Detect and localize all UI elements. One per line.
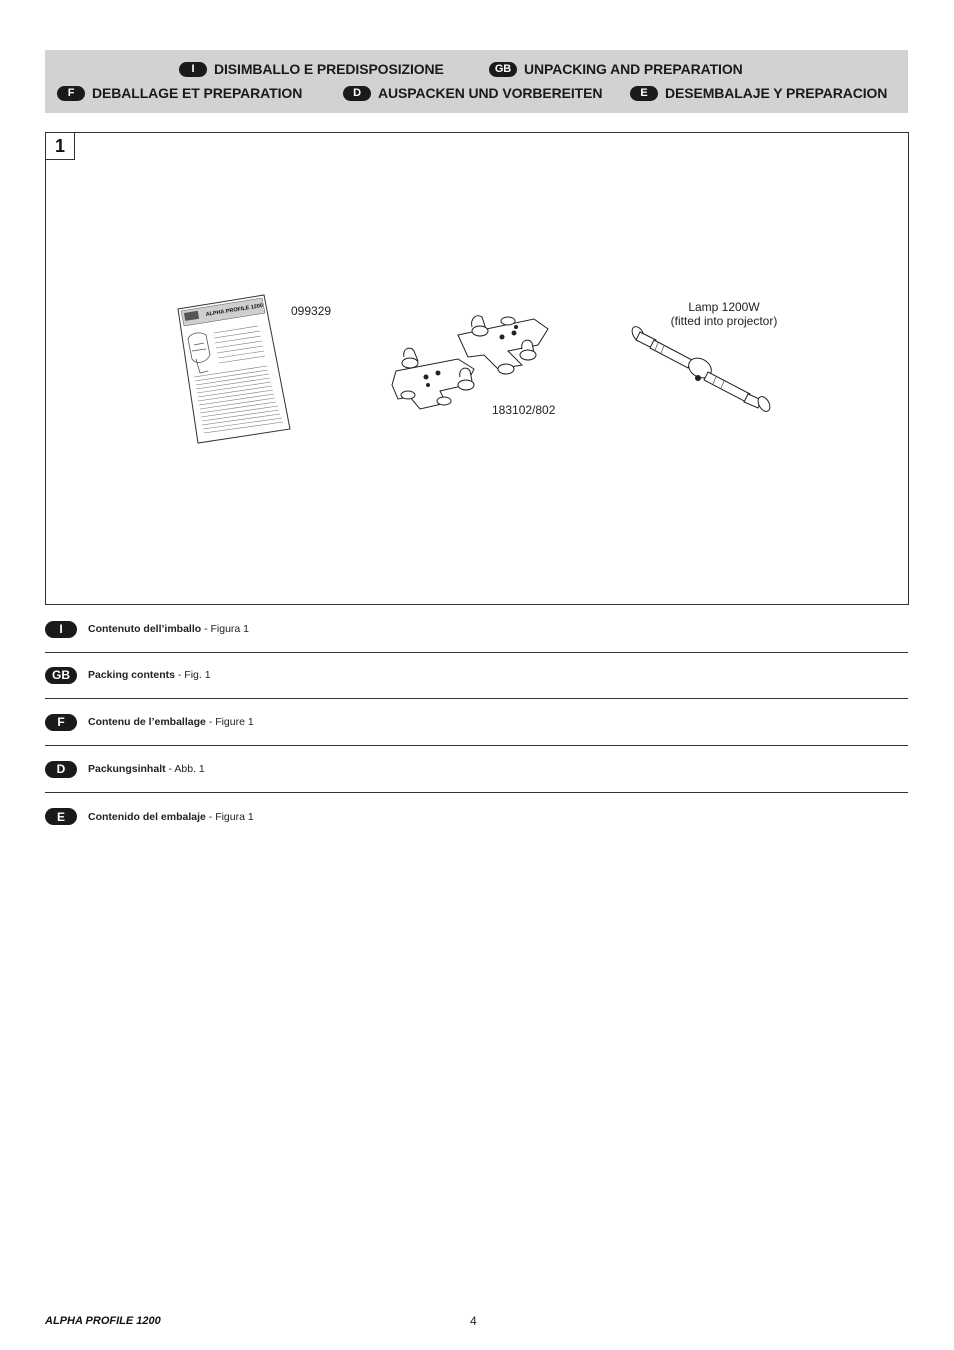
lamp-label-line1: Lamp 1200W	[688, 300, 760, 314]
caption-badge-es: E	[45, 808, 77, 825]
lamp-1200w-drawing	[628, 322, 774, 418]
header-title-de: AUSPACKEN UND VORBEREITEN	[378, 85, 603, 101]
lang-badge-it: I	[179, 62, 207, 77]
lang-badge-de: D	[343, 86, 371, 101]
mounting-brackets-drawing	[388, 305, 552, 413]
header-title-gb: UNPACKING AND PREPARATION	[524, 61, 743, 77]
caption-badge-it: I	[45, 621, 77, 638]
caption-text-fr: Contenu de l’emballage - Figure 1	[88, 716, 254, 728]
caption-row-it	[45, 606, 908, 653]
header-item-gb	[489, 61, 743, 77]
header-item-fr	[57, 85, 302, 101]
manual-code-label: 099329	[291, 304, 332, 318]
header-item-es	[630, 85, 887, 101]
caption-text-es: Contenido del embalaje - Figura 1	[88, 810, 254, 823]
header-title-fr: DEBALLAGE ET PREPARATION	[92, 85, 303, 101]
caption-text-it: Contenuto dell’imballo - Figura 1	[88, 623, 250, 635]
caption-badge-gb: GB	[45, 667, 77, 684]
header-title-es: DESEMBALAJE Y PREPARACION	[665, 85, 888, 101]
lang-badge-fr: F	[57, 86, 85, 101]
manual-cover-title: ALPHA PROFILE 1200	[205, 302, 264, 318]
header-item-it	[179, 61, 444, 77]
page-number: 4	[470, 1314, 477, 1328]
caption-badge-fr: F	[45, 714, 77, 731]
lang-badge-gb: GB	[489, 62, 517, 77]
caption-row-fr	[45, 699, 908, 746]
caption-row-gb	[45, 652, 908, 699]
lang-badge-es: E	[630, 86, 658, 101]
lamp-label-line2: (fitted into projector)	[670, 314, 778, 328]
header-item-de	[343, 85, 602, 101]
caption-row-es	[45, 793, 908, 840]
caption-text-de: Packungsinhalt - Abb. 1	[88, 763, 205, 775]
caption-badge-de: D	[45, 761, 77, 778]
header-title-it: DISIMBALLO E PREDISPOSIZIONE	[214, 61, 444, 77]
caption-text-gb: Packing contents - Fig. 1	[88, 669, 211, 681]
brackets-code-label: 183102/802	[492, 403, 556, 417]
footer-product-title: ALPHA PROFILE 1200	[45, 1315, 161, 1327]
figure-number: 1	[46, 133, 75, 160]
caption-row-de	[45, 746, 908, 793]
section-header	[45, 50, 908, 113]
manual-booklet-drawing	[172, 293, 294, 449]
